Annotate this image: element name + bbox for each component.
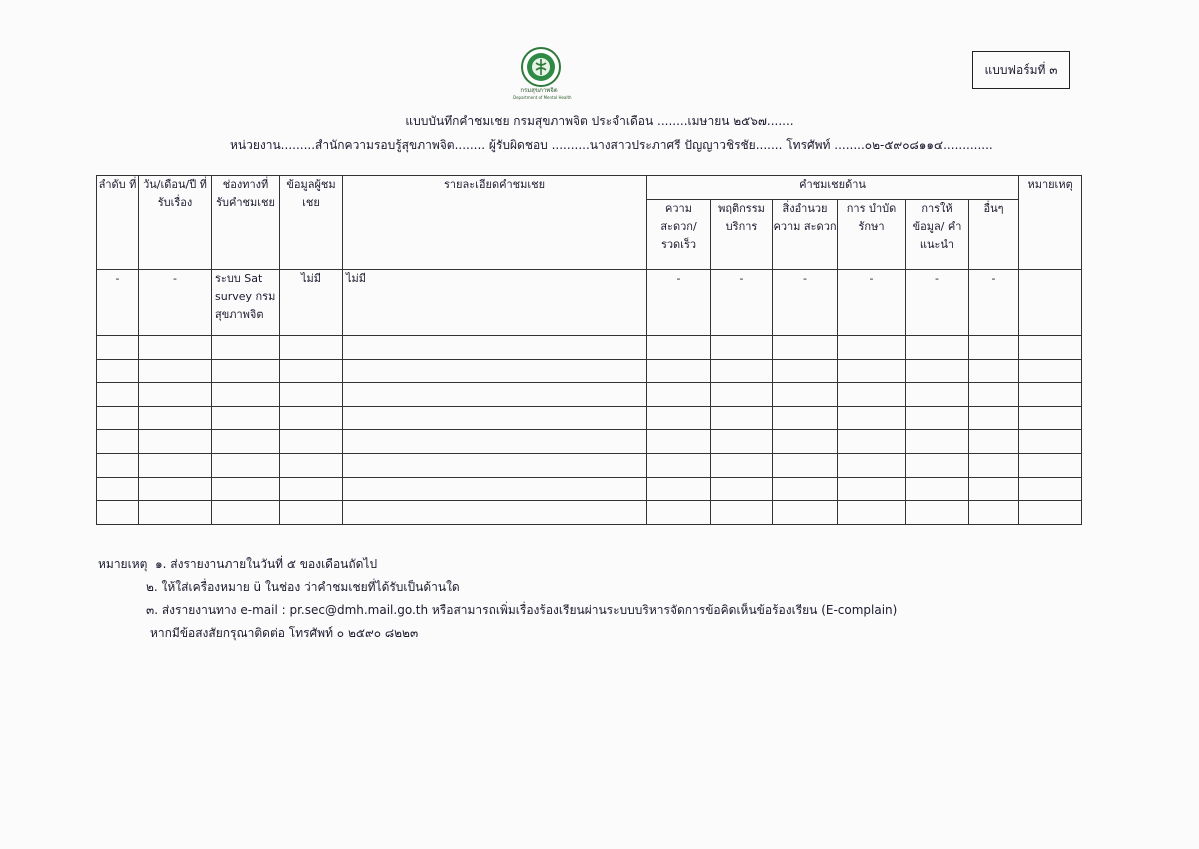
empty-cell <box>280 430 343 454</box>
empty-cell <box>838 359 906 383</box>
empty-cell <box>1019 501 1082 525</box>
cell-facilities: - <box>773 270 838 336</box>
empty-cell <box>139 453 212 477</box>
form-title: แบบบันทึกคำชมเชย กรมสุขภาพจิต ประจำเดือน ........เมษายน ๒๕๖๗....... <box>405 114 794 128</box>
empty-cell <box>212 336 280 360</box>
table-row-empty <box>97 501 1082 525</box>
table-row-empty <box>97 359 1082 383</box>
empty-cell <box>212 501 280 525</box>
empty-cell <box>1019 453 1082 477</box>
empty-cell <box>838 406 906 430</box>
cell-other: - <box>969 270 1019 336</box>
empty-cell <box>969 336 1019 360</box>
empty-cell <box>711 477 773 501</box>
empty-cell <box>1019 336 1082 360</box>
empty-cell <box>97 453 139 477</box>
empty-cell <box>773 501 838 525</box>
header-date: วัน/เดือน/ปี ที่รับเรื่อง <box>139 176 212 270</box>
empty-cell <box>906 359 969 383</box>
cell-information: - <box>906 270 969 336</box>
empty-cell <box>97 336 139 360</box>
notes-label: หมายเหตุ <box>98 557 148 571</box>
empty-cell <box>343 383 647 407</box>
subheader-convenience: ความ สะดวก/ รวดเร็ว <box>647 200 711 270</box>
empty-cell <box>212 477 280 501</box>
empty-cell <box>280 383 343 407</box>
empty-cell <box>1019 406 1082 430</box>
empty-cell <box>1019 383 1082 407</box>
empty-cell <box>773 336 838 360</box>
dmh-emblem-icon <box>521 47 561 87</box>
empty-cell <box>139 501 212 525</box>
empty-cell <box>647 336 711 360</box>
empty-cell <box>280 406 343 430</box>
empty-cell <box>139 430 212 454</box>
empty-cell <box>647 453 711 477</box>
subheader-treatment: การ บำบัดรักษา <box>838 200 906 270</box>
empty-cell <box>343 430 647 454</box>
cell-info: ไม่มี <box>280 270 343 336</box>
empty-cell <box>838 477 906 501</box>
empty-cell <box>969 477 1019 501</box>
header-info: ข้อมูลผู้ชม เชย <box>280 176 343 270</box>
empty-cell <box>773 430 838 454</box>
header-remark: หมายเหตุ <box>1019 176 1082 270</box>
empty-cell <box>711 430 773 454</box>
table-row-empty <box>97 383 1082 407</box>
empty-cell <box>773 359 838 383</box>
empty-cell <box>711 406 773 430</box>
empty-cell <box>906 430 969 454</box>
empty-cell <box>280 359 343 383</box>
table-row-empty <box>97 336 1082 360</box>
table-row-empty <box>97 477 1082 501</box>
empty-cell <box>906 501 969 525</box>
empty-rows <box>97 336 1082 525</box>
empty-cell <box>647 477 711 501</box>
empty-cell <box>773 453 838 477</box>
empty-cell <box>969 359 1019 383</box>
empty-cell <box>139 383 212 407</box>
empty-cell <box>97 383 139 407</box>
note-item-2: ๒. ให้ใส่เครื่องหมาย ü ในช่อง ว่าคำชมเชยที่ได้รับเป็นด้านใด <box>146 580 460 594</box>
header-compliment-aspect: คำชมเชยด้าน <box>647 176 1019 200</box>
empty-cell <box>969 406 1019 430</box>
empty-cell <box>97 501 139 525</box>
empty-cell <box>343 477 647 501</box>
empty-cell <box>647 406 711 430</box>
note-item-3: ๓. ส่งรายงานทาง e-mail : pr.sec@dmh.mail.go.th หรือสามารถเพิ่มเรื่องร้องเรียนผ่านระบบบริหารจัดการข้อคิดเห็นข้อร้องเรียน (E-complain) <box>146 603 898 617</box>
empty-cell <box>773 383 838 407</box>
note-item-4: หากมีข้อสงสัยกรุณาติดต่อ โทรศัพท์ ๐ ๒๕๙๐ ๘๒๒๓ <box>150 626 419 640</box>
subheader-other: อื่นๆ <box>969 200 1019 270</box>
cell-convenience: - <box>647 270 711 336</box>
cell-channel: ระบบ Sat survey กรมสุขภาพจิต <box>212 270 280 336</box>
empty-cell <box>343 501 647 525</box>
empty-cell <box>212 406 280 430</box>
form-number-box: แบบฟอร์มที่ ๓ <box>972 51 1070 89</box>
table-row-empty <box>97 453 1082 477</box>
empty-cell <box>647 383 711 407</box>
cell-service-behavior: - <box>711 270 773 336</box>
logo-org-name: กรมสุขภาพจิต <box>520 87 558 94</box>
empty-cell <box>139 477 212 501</box>
empty-cell <box>969 430 1019 454</box>
empty-cell <box>906 453 969 477</box>
subheader-information: การให้ ข้อมูล/ คำแนะนำ <box>906 200 969 270</box>
empty-cell <box>969 383 1019 407</box>
header-channel: ช่องทางที่ รับคำชมเชย <box>212 176 280 270</box>
empty-cell <box>711 383 773 407</box>
empty-cell <box>906 406 969 430</box>
empty-cell <box>838 383 906 407</box>
empty-cell <box>343 406 647 430</box>
empty-cell <box>139 336 212 360</box>
empty-cell <box>343 336 647 360</box>
empty-cell <box>1019 430 1082 454</box>
empty-cell <box>280 336 343 360</box>
subheader-service-behavior: พฤติกรรม บริการ <box>711 200 773 270</box>
subheader-facilities: สิ่งอำนวย ความ สะดวก <box>773 200 838 270</box>
empty-cell <box>212 430 280 454</box>
empty-cell <box>773 406 838 430</box>
empty-cell <box>647 359 711 383</box>
empty-cell <box>838 336 906 360</box>
empty-cell <box>906 336 969 360</box>
empty-cell <box>343 453 647 477</box>
empty-cell <box>1019 477 1082 501</box>
department-logo <box>513 47 572 105</box>
header-no: ลำดับ ที่ <box>97 176 139 270</box>
empty-cell <box>906 383 969 407</box>
cell-date: - <box>139 270 212 336</box>
empty-cell <box>711 336 773 360</box>
empty-cell <box>711 501 773 525</box>
logo-org-tagline: Department of Mental Health <box>513 95 572 100</box>
empty-cell <box>212 383 280 407</box>
empty-cell <box>647 430 711 454</box>
empty-cell <box>773 477 838 501</box>
header-detail: รายละเอียดคำชมเชย <box>343 176 647 270</box>
cell-detail: ไม่มี <box>343 270 647 336</box>
table-row <box>97 270 1082 336</box>
note-item-1: ๑. ส่งรายงานภายในวันที่ ๕ ของเดือนถัดไป <box>155 557 378 571</box>
compliment-table <box>96 175 1082 525</box>
form-subtitle: หน่วยงาน.........สำนักความรอบรู้สุขภาพจิต........ ผู้รับผิดชอบ ..........นางสาวประภาศรี ปัญญาวชิรชัย....... โทรศัพท์ ........๐๒-๕๙๐๘๑๑๔............. <box>230 138 993 152</box>
empty-cell <box>838 430 906 454</box>
empty-cell <box>97 359 139 383</box>
notes-section <box>98 553 897 645</box>
empty-cell <box>97 430 139 454</box>
empty-cell <box>97 406 139 430</box>
empty-cell <box>280 453 343 477</box>
empty-cell <box>838 453 906 477</box>
empty-cell <box>711 453 773 477</box>
empty-cell <box>969 453 1019 477</box>
empty-cell <box>139 359 212 383</box>
table-row-empty <box>97 406 1082 430</box>
empty-cell <box>906 477 969 501</box>
empty-cell <box>1019 359 1082 383</box>
cell-remark <box>1019 270 1082 336</box>
cell-no: - <box>97 270 139 336</box>
empty-cell <box>212 453 280 477</box>
empty-cell <box>212 359 280 383</box>
empty-cell <box>711 359 773 383</box>
empty-cell <box>647 501 711 525</box>
empty-cell <box>280 501 343 525</box>
empty-cell <box>280 477 343 501</box>
empty-cell <box>969 501 1019 525</box>
table-row-empty <box>97 430 1082 454</box>
empty-cell <box>97 477 139 501</box>
empty-cell <box>343 359 647 383</box>
empty-cell <box>838 501 906 525</box>
cell-treatment: - <box>838 270 906 336</box>
empty-cell <box>139 406 212 430</box>
